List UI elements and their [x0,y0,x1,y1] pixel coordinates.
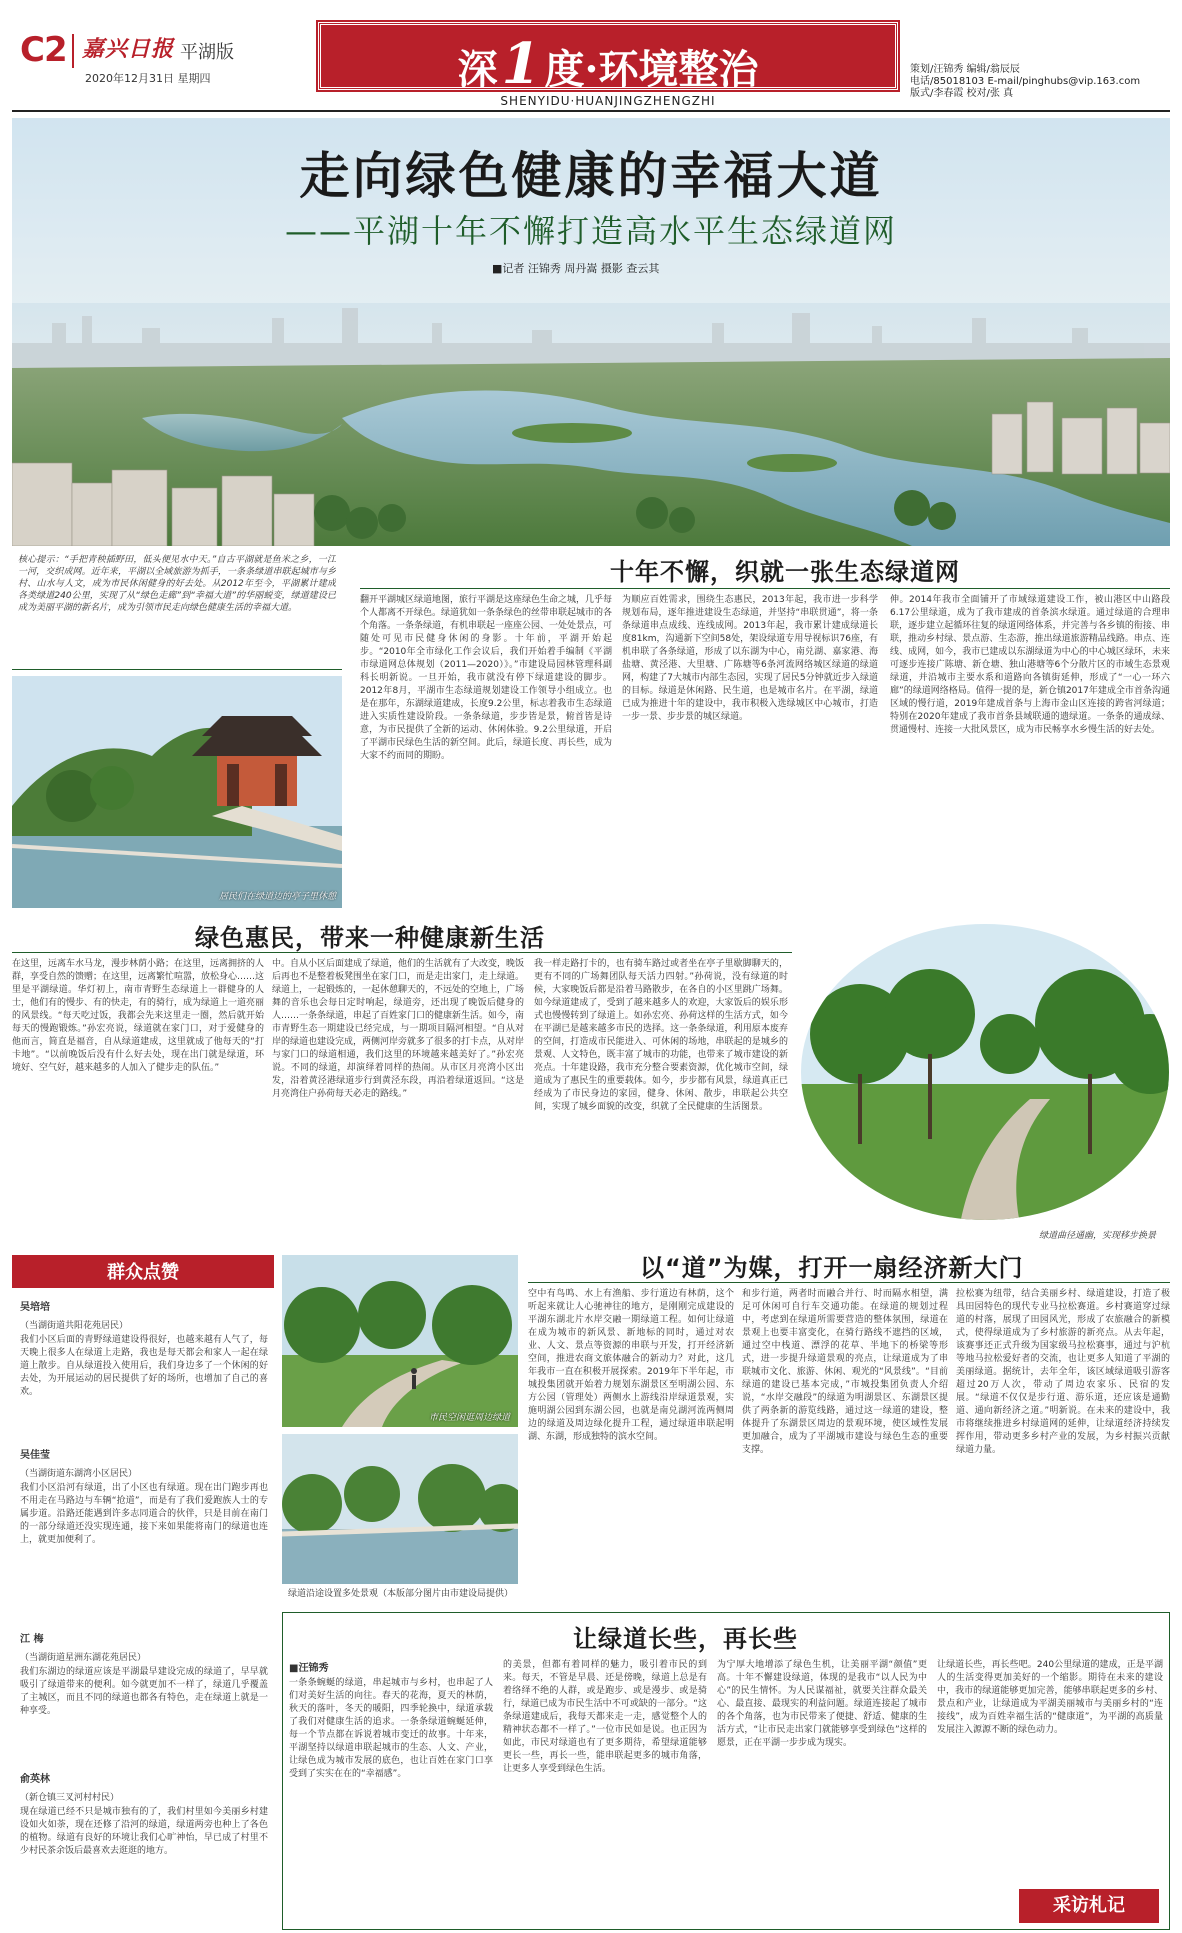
section4-col4: 让绿道长些，再长些吧。240公里绿道的建成，正是平湖人的生活变得更加美好的一个缩影。期待在未来的建设中，我市的绿道能够更加完善，能够串联起更多的乡村、景点和产业，让绿道成为平湖美丽城市与美丽乡村的“连接线”，成为百姓幸福生活的“健康道”，为平湖的高质量发展注入源源不断的绿色动力。 [937,1660,1163,1735]
waterside-caption: 绿道沿途设置多处景观（本版部分图片由市建设局提供） [288,1589,514,1599]
section3-col1: 空中有鸟鸣、水上有渔船、步行道边有林荫，这个听起来就让人心驰神往的地方，是刚刚完成建设的平湖东湖北片水岸交融一期绿道工程。如何让绿道在成为城市的新风景、新地标的同时，通过对农业、人文、景点等资源的串联与开发，打开经济新空间，推进农商文旅体融合的新动力？对此，这几年我市一直在积极开展探索。2019年下半年起，市城投集团就开始着力规划东湖景区至明湖公园、东方公园（管理处）两侧水上游线沿岸绿道景观，实施明湖公园到东湖公园，也就是南兑湖河流两侧周边的绿道及周边绿化提升工程，通过绿道串联起明湖、东湖，形成独特的滨水空间。 [528,1289,734,1442]
headline-subtitle: ——平湖十年不懈打造高水平生态绿道网 [284,212,897,250]
greenway-round-photo [800,924,1170,1244]
section2-col2: 中。自从小区后面建成了绿道，他们的生活就有了大改变，晚饭后再也不是整着板凳围坐在家门口，而是走出家门，走上绿道。绿道上，一起锻炼的，一起休憩聊天的，不远处的空地上，广场舞的音乐也会每日定时响起，绿道旁，还出现了晚饭后健身的人……一条条绿道，串起了百姓家门口的健康新生活。如今，南市青野生态一期建设已经完成，与一期项目隔河相望。“自从对岸的绿道也建设完成，两侧河岸旁就多了很多的打卡点，从对岸与家门口的绿道相通，我们这里的环境越来越美好了。”孙宏亮说。不同的绿道，却演绎着同样的热闹。从市区月亮湾小区出发，沿着黄泾港绿道步行到黄泾东段，再沿着绿道返回。“这是月亮湾住户孙荷每天必走的路线。” [272,959,524,1099]
section2-col1: 在这里，远离车水马龙，漫步林荫小路；在这里，远离拥挤的人群，享受自然的馈赠；在这里，远离繁忙喧嚣，放松身心……这里是平湖绿道。华灯初上，南市青野生态绿道上一群健身的人士，他们有的慢步、有的快走，有的骑行，成为绿道上一道亮丽的风景线。“每天吃过饭，我都会先来这里走一圈，然后就开始每天的慢跑锻炼。”孙宏亮说，绿道就在家门口，对于爱健身的他而言，简直是福音，自从绿道建成，这里就成了他每天的“打卡地”。“以前晚饭后没有什么好去处，现在出门就是绿道，环境好、空气好，越来越多的人加入了健步走的队伍。” [12,959,264,1073]
edition-label: 平湖版 [180,42,234,63]
page-code: C2 [20,30,67,70]
greenway-round-caption: 绿道曲径通幽，实现移步换景 [1038,1231,1156,1241]
credit-line: 版式/李春霞 校对/张 真 [910,88,1014,99]
section-number: 1 [501,31,541,97]
section1-col3: 伸。2014年我市全面铺开了市域绿道建设工作，被山港区中山路段6.17公里绿道，成为了我市建成的首条滨水绿道。通过绿道的合理串联，逐步建立起循环往复的绿道网络体系，并完善与各乡镇的衔接、串联，推动乡村绿、景点游、生态游，推出绿道旅游精品线路。串点、连线、成网，如今，我市已建成以东湖绿道为中心的中心城区绿环，未来可逐步连接广陈塘、新仓塘、独山港塘等6个分散片区的市域生态景观绿道，并沿城市主要水系和道路向各镇街延伸，形成了“一心一环六廊”的绿道网络格局。值得一提的是，新仓镇2017年建成全市首条沟通区域的慢行道，2019年建成首条与上海市金山区连接的跨省河绿道；特别在2020年建成了我市首条县域联通的遗绿道。一条条的通成绿、贯通慢村、连接一大批风景区，成为市民畅享水乡慢生活的好去处。 [890,595,1170,735]
voice-quote: 我们小区沿河有绿道，出了小区也有绿道。现在出门跑步再也不用走在马路边与车辆“抢道”，而是有了我们爱跑族人士的专属步道。沿路还能遇到许多志同道合的伙伴，只是目前在南门的一部分绿道还没实现连通，接下来如果能将南门的绿道也连上，就更加便利了。 [20,1483,268,1545]
pavilion-illustration [12,676,342,908]
waterside-illustration [282,1434,518,1584]
voice-name: 俞英林 [20,1774,50,1785]
section3-col2: 和步行道，两者时而融合并行、时而隔水相望，满足可休闲可自行车交通功能。在绿道的规划过程中，考虑到在绿道所需要营造的整体氛围，绿道在景观上也要丰富变化，在骑行路线不遮挡的区域，通过空中栈道、漂浮的花草、半地下的桥梁等形式，进一步提升绿道景观的亮点，让绿道成为了串联城市文化、旅游、休闲、观光的“风景线”。“目前绿道的建设已基本完成，”市城投集团负责人介绍说，“水岸交融段”的绿道为明湖景区、东湖景区提供了两条新的游览线路，通过这一绿道的建设，整体提升了东湖景区周边的景观环境，使区域性发展更加融合，成为了平湖城市建设与绿色生态的重要支撑。 [742,1289,948,1455]
section3-col3: 拉松赛为纽带，结合美丽乡村、绿道建设，打造了极具田园特色的现代专业马拉松赛道。乡村赛道穿过绿道的村落，展现了田园风光，形成了农旅融合的新模式，使得绿道成为了乡村旅游的新亮点。从去年起，该赛事还正式升级为国家级马拉松赛事，通过与沪杭等地马拉松爱好者的交流，也让更多人知道了平湖的美丽绿道。据统计，去年全年，该区域绿道吸引游客超过20万人次，带动了周边农家乐、民宿的发展。“绿道不仅仅是步行道、游乐道，还应该是通勤道、通向新经济之道。”明新说。在未来的建设中，我市将继续推进乡村绿道网的延伸，让绿道经济持续发挥作用，带动更多乡村产业的发展，为乡村振兴贡献绿道力量。 [956,1289,1170,1455]
section4-byline: ■汪锦秀 [289,1663,329,1674]
credit-line: 策划/汪锦秀 编辑/翁辰辰 [910,64,1020,75]
waterside-photo [282,1434,518,1604]
section-title [321,31,895,97]
section4-col1: 一条条蜿蜒的绿道，串起城市与乡村，也串起了人们对美好生活的向往。春天的花海，夏天的林荫，秋天的落叶，冬天的暖阳，四季轮换中，绿道承载了我们对健康生活的追求。一条条绿道蜿蜒延伸，每一个节点都在诉说着城市变迁的故事。十年来，平湖坚持以绿道串联起城市的生态、人文、产业，让绿色成为城市发展的底色，也让百姓在家门口享受到了实实在在的“幸福感”。 [289,1678,493,1779]
sidebar-title: 群众点赞 [12,1258,274,1288]
section1-col1: 翻开平湖城区绿道地图，旅行平湖是这座绿色生命之城，几乎每个人都离不开绿色。绿道犹如一条条绿色的丝带串联起城市的各个角落。一条条绿道，有机串联起一座座公园、一处处景点，可随处可见市民健身休闲的身影。十年前，平湖开始起步。“2010年全市绿化工作会议后，我们开始着手编制《平湖市绿道网总体规划（2011—2020）》。”市建设局园林管理科副科长明新说。一旦开始，我市就没有停下绿道建设的脚步。2012年8月，平湖市生态绿道规划建设工作领导小组成立。也是在那年，东湖绿道建成，长度9.2公里，标志着我市生态绿道进入实质性建设阶段。一条条绿道，步步皆是景，俯首皆是诗意，为市民提供了全新的运动、休闲体验。9.2公里绿道，开启了平湖市民绿色生活的新空间。此后，绿道长度、再长些，成为大家不约而同的期盼。 [360,595,612,761]
pavilion-caption: 居民们在绿道边的亭子里休憩 [218,892,336,902]
voice-name: 吴培培 [20,1302,50,1313]
section-pinyin: SHENYIDU·HUANJINGZHENGZHI [500,94,716,108]
lead-box [12,550,342,670]
section1-title: 十年不懈，织就一张生态绿道网 [610,558,960,586]
credit-line: 电话/85018103 E-mail/pinghubs@vip.163.com [910,76,1141,87]
voice-quote: 现在绿道已经不只是城市独有的了，我们村里如今美丽乡村建设如火如荼，现在还修了沿河的绿道，绿道两旁也种上了各色的植物。绿道有良好的环境让我们心旷神怡，早已成了村里不少村民茶余饭后最喜欢去逛逛的地方。 [20,1807,268,1856]
sidebar [12,1255,274,1933]
section2-col3: 我一样走路打卡的，也有骑车路过或者坐在亭子里歇脚聊天的，更有不同的广场舞团队每天活力四射。”孙荷说，没有绿道的时候，大家晚饭后都是沿着马路散步，在各自的小区里跳广场舞。如今绿道建成了，受到了越来越多人的欢迎，大家饭后的娱乐形式也慢慢转到了绿道上。如孙宏亮、孙荷这样的生活方式，如今在平湖已是越来越多市民的选择。这一条条绿道，利用原本废弃的空间，打造成市民能进入、可休闲的场地，串联起的是城乡的景观、人文特色，既丰富了城市的功能，也带来了城市建设的新亮点。十年建设路，我市充分整合要素资源，优化城市空间，绿道成为了惠民生的重要载体。如今，步步都有风景，绿道真正已经成为了市民身边的家园，健身、休闲、散步，串联起公共空间，实现了城乡面貌的改变，织就了全民健康的生活图景。 [534,959,788,1112]
section-suffix: 度·环境整治 [544,46,759,93]
paper-logo: 嘉兴日报 [82,37,175,62]
section1-col2: 为顺应百姓需求，围绕生态惠民，2013年起，我市进一步科学规划布局，逐年推进建设生态绿道，并坚持“串联贯通”，将一条条绿道串点成线、连线成网。2013年起，我市累计建成绿道长度81km，沟通新下空间58处，架设绿道专用导视标识76座，有机串联了各条绿道，形成了以东湖为中心，南兑湖、嘉家港、海盐塘、黄泾港、大里塘、广陈塘等6条河流网络城区绿道的绿道网，构建了7大城市内部生态园，实现了居民5分钟就近步入绿道的目标。绿道是休闲路、民生道，也是城市名片。在平湖，绿道已成为推进十年的建设中，我市积极入选绿城区中心城市，打造一步一景、步步景的城区绿道。 [622,595,878,722]
voice-name: 江 梅 [20,1634,44,1645]
voice-quote: 我们东湖边的绿道应该是平湖最早建设完成的绿道了，早早就吸引了绿道带来的便利。如今就更加不一样了，绿道几乎覆盖了主城区，而且不同的绿道也都各有特色，走在绿道上就是一种享受。 [20,1667,268,1716]
masthead [0,0,1182,112]
interview-notes-tag: 采访札记 [1019,1889,1159,1923]
section4-col3: 为宁厚大地增添了绿色生机，让美丽平湖“颜值”更高。十年不懈建设绿道，体现的是我市“以人民为中心”的民生情怀。为人民谋福祉，就要关注群众最关心、最直接、最现实的利益问题。绿道连接起了城市的各个角落，也为市民带来了便捷、舒适、健康的生活方式，“让市民走出家门就能够享受到绿色”这样的愿景，正在平湖一步步成为现实。 [717,1660,927,1748]
section-banner [318,22,898,97]
greenway-people-caption: 市民空闲逛周边绿道 [428,1413,510,1423]
credits-block [910,64,1170,100]
section4-title: 让绿道长些，再长些 [573,1625,798,1653]
section-prefix: 深 [457,46,498,93]
aerial-photo [12,118,1170,546]
commentary-box [282,1612,1170,1930]
people-walking-illustration [282,1255,518,1427]
page-code-bar [72,34,74,68]
section1-rule [360,588,1170,589]
section3-rule [528,1282,1170,1283]
section4-col2: 的美景，但都有着同样的魅力，吸引着市民的到来。每天，不管是早晨、还是傍晚，绿道上总是有着络绎不绝的人群，或是跑步、或是漫步、或是骑行，绿道已成为市民生活中不可或缺的一部分。“这条绿道建成后，我每天都来走一走，感觉整个人的精神状态都不一样了。”一位市民如是说。也正因为如此，市民对绿道也有了更多期待，希望绿道能够更长一些，再长一些，能串联起更多的城市角落，让更多人享受到绿色生活。 [503,1660,707,1774]
voice-role: （新仓镇三叉河村村民） [20,1793,120,1803]
headline-title: 走向绿色健康的幸福大道 [299,146,883,205]
section2-title: 绿色惠民，带来一种健康新生活 [195,924,545,952]
voice-role: （当湖街道共阳花苑居民） [20,1321,129,1331]
voice-quote: 我们小区后面的青野绿道建设得很好，也越来越有人气了，每天晚上很多人在绿道上走路，我也是每天都会和家人一起在绿道上散步。自从绿道投入使用后，我们身边多了一个休闲的好去处，为开展运动的居民提供了好的场所，也增加了自己的喜欢。 [20,1335,268,1397]
section2-rule [12,952,792,953]
issue-date: 2020年12月31日 星期四 [85,72,211,85]
voice-role: （当湖街道星洲东湖花苑居民） [20,1653,147,1663]
voice-name: 吴佳莹 [20,1450,50,1461]
voice-role: （当湖街道东湖湾小区居民） [20,1469,138,1479]
section3-title: 以“道”为媒，打开一扇经济新大门 [640,1254,1024,1282]
lead-text: 核心提示：“手把青秧插野田，低头便见水中天。”自古平湖就是鱼米之乡，一江一河，交织成网。近年来，平湖以全域旅游为抓手，一条条绿道串联起城市与乡村、山水与人文，成为市民休闲健身的好去处。从2012年至今，平湖累计建成各类绿道240公里，实现了从“绿色走廊”到“幸福大道”的华丽蜕变，绿道建设已成为美丽平湖的新名片，成为引领市民走向绿色健康生活的幸福大道。 [18,555,336,613]
pavilion-photo [12,676,342,908]
greenway-path-illustration [800,924,1170,1224]
greenway-people-photo [282,1255,518,1427]
masthead-rule [12,110,1170,112]
headline-byline: ■记者 汪锦秀 周丹嵩 摄影 查云其 [492,262,660,275]
